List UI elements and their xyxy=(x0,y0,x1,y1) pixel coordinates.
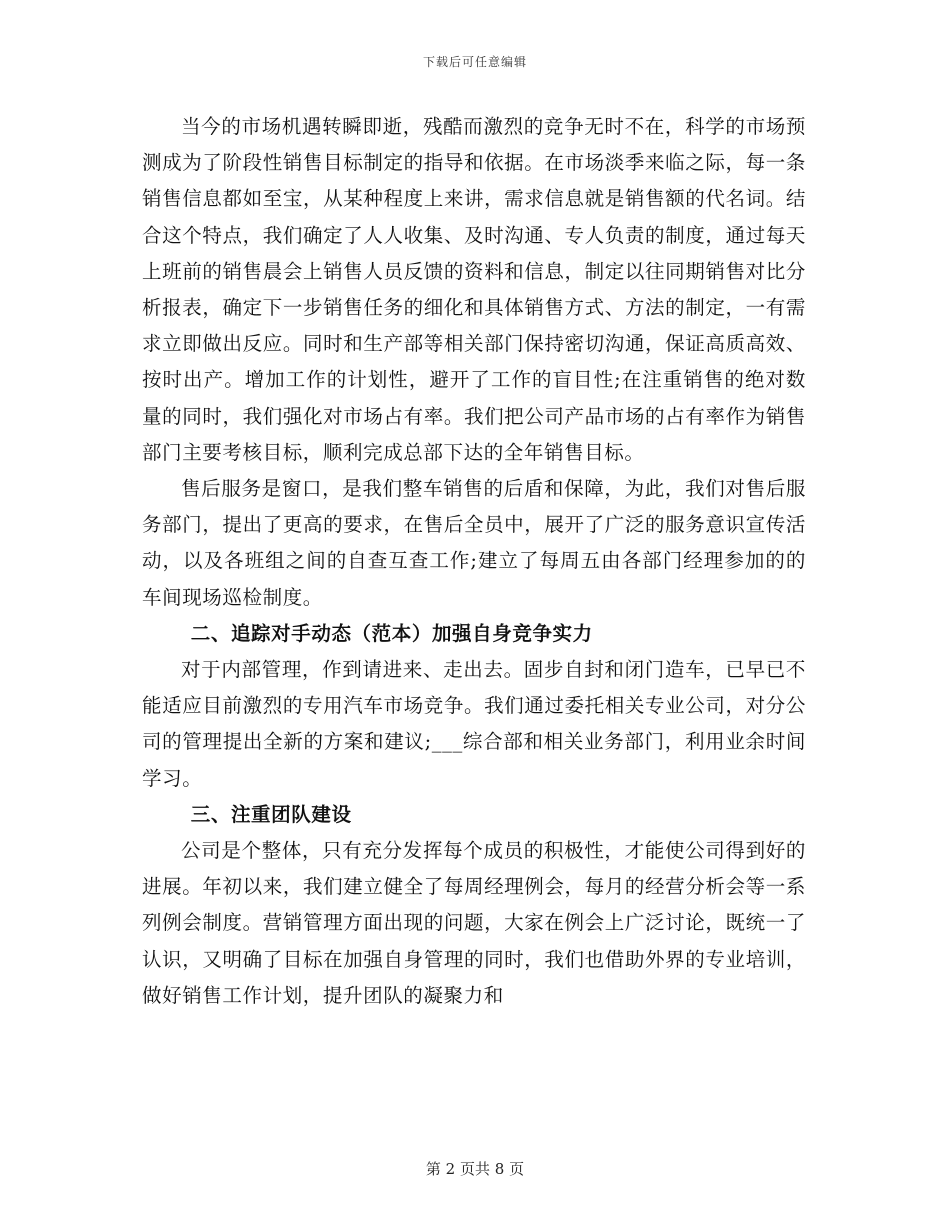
section-heading-competitor-tracking: 二、追踪对手动态（范本）加强自身竞争实力 xyxy=(190,621,593,645)
section-heading-team-building: 三、注重团队建设 xyxy=(190,802,352,826)
paragraph-team-building: 公司是个整体，只有充分发挥每个成员的积极性，才能使公司得到好的进展。年初以来，我们建立健全了每周经理例会，每月的经营分析会等一系列例会制度。营销管理方面出现的问题，大家在例会上广泛讨论，既统一了认识，又明确了目标在加强自身管理的同时，我们也借助外界的专业培训，做好销售工作计划，提升团队的凝聚力和 xyxy=(142,839,806,1007)
paragraph-after-sales-service: 售后服务是窗口，是我们整车销售的后盾和保障，为此，我们对售后服务部门，提出了更高的要求，在售后全员中，展开了广泛的服务意识宣传活动，以及各班组之间的自查互查工作;建立了每周五由各部门经理参加的的车间现场巡检制度。 xyxy=(142,477,806,609)
paragraph-sales-forecast: 当今的市场机遇转瞬即逝，残酷而激烈的竞争无时不在，科学的市场预测成为了阶段性销售目标制定的指导和依据。在市场淡季来临之际，每一条销售信息都如至宝，从某种程度上来讲，需求信息就是销售额的代名词。结合这个特点，我们确定了人人收集、及时沟通、专人负责的制度，通过每天上班前的销售晨会上销售人员反馈的资料和信息，制定以往同期销售对比分析报表，确定下一步销售任务的细化和具体销售方式、方法的制定，一有需求立即做出反应。同时和生产部等相关部门保持密切沟通，保证高质高效、按时出产。增加工作的计划性，避开了工作的盲目性;在注重销售的绝对数量的同时，我们强化对市场占有率。我们把公司产品市场的占有率作为销售部门主要考核目标，顺利完成总部下达的全年销售目标。 xyxy=(142,115,806,464)
page-header-note: 下载后可任意编辑 xyxy=(422,55,527,69)
page-number: 第 2 页共 8 页 xyxy=(425,1160,525,1178)
document-body xyxy=(142,109,806,1014)
paragraph-internal-management: 对于内部管理，作到请进来、走出去。固步自封和闭门造车，已早已不能适应目前激烈的专用汽车市场竞争。我们通过委托相关专业公司，对分公司的管理提出全新的方案和建议;___综合部和相关业务部门，利用业余时间学习。 xyxy=(142,658,806,790)
